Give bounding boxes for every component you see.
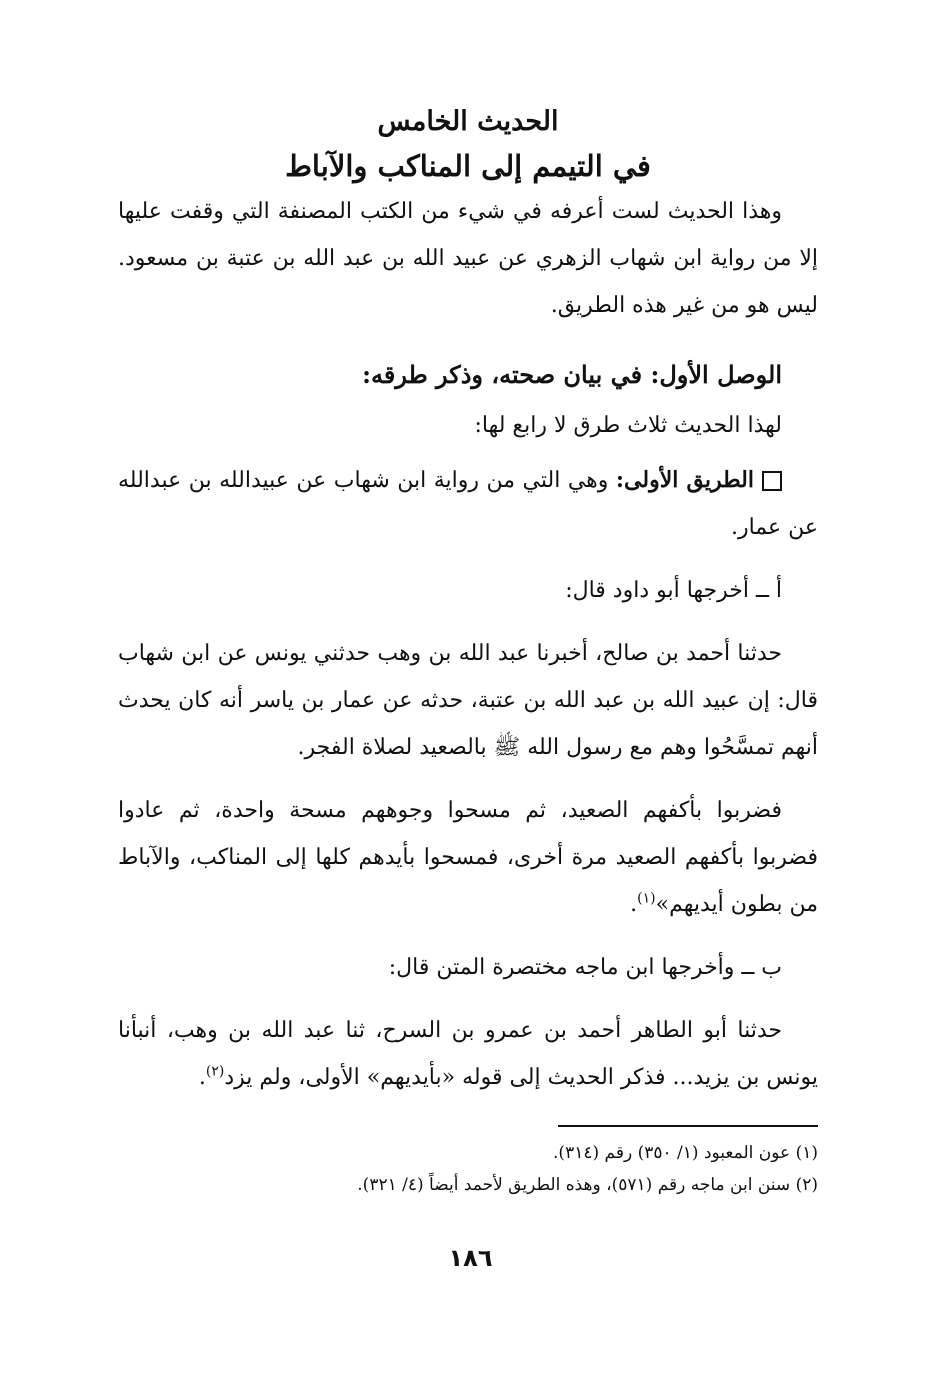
- intro-paragraph: وهذا الحديث لست أعرفه في شيء من الكتب المصنفة التي وقفت عليها إلا من رواية ابن شهاب الزهري عن عبيد الله بن عبد الله بن عتبة بن مسعود. ليس هو من غير هذه الطريق.: [118, 199, 818, 318]
- narration-2: [118, 787, 818, 928]
- narration-1: حدثنا أحمد بن صالح، أخبرنا عبد الله بن وهب حدثني يونس عن ابن شهاب قال: إن عبيد الله بن عبد الله بن عتبة، حدثه عن عمار بن ياسر أنه كان يحدث أنهم تمسَّحُوا وهم مع رسول الله ﷺ بالصعيد لصلاة الفجر.: [118, 641, 818, 760]
- narration-3: [118, 1007, 818, 1101]
- narration-3-text: حدثنا أبو الطاهر أحمد بن عمرو بن السرح، ثنا عبد الله بن وهب، أنبأنا يونس بن يزيد... فذكر الحديث إلى قوله «بأيديهم» الأولى، ولم يزد: [118, 1018, 818, 1090]
- footnote-divider: [558, 1125, 818, 1127]
- square-bullet-icon: [762, 471, 782, 491]
- item-a: أ ــ أخرجها أبو داود قال:: [565, 578, 782, 603]
- narration-2-end: .: [630, 892, 638, 917]
- page-body: [118, 100, 818, 1201]
- paths-intro: لهذا الحديث ثلاث طرق لا رابع لها:: [474, 413, 782, 438]
- page-number: ١٨٦: [448, 1244, 493, 1272]
- footnote-2: (٢) سنن ابن ماجه رقم (٥٧١)، وهذه الطريق لأحمد أيضاً (٤/ ٣٢١).: [357, 1175, 818, 1195]
- first-path-label: الطريق الأولى:: [615, 467, 755, 493]
- item-b: ب ــ وأخرجها ابن ماجه مختصرة المتن قال:: [388, 955, 782, 980]
- narration-3-end: .: [198, 1065, 206, 1090]
- footnote-ref-2: (٢): [205, 1063, 225, 1080]
- section-heading: الوصل الأول: في بيان صحته، وذكر طرقه:: [362, 360, 782, 389]
- first-path-paragraph: [118, 457, 818, 551]
- footnote-ref-1: (١): [637, 890, 656, 907]
- first-path-text: وهي التي من رواية ابن شهاب عن عبيدالله بن عبدالله عن عمار.: [118, 468, 818, 540]
- narration-2-text: فضربوا بأكفهم الصعيد، ثم مسحوا وجوههم مسحة واحدة، ثم عادوا فضربوا بأكفهم الصعيد مرة أخرى، فمسحوا بأيدهم كلها إلى المناكب، والآباط من بطون أيديهم»: [118, 798, 818, 917]
- footnote-1: (١) عون المعبود (١/ ٣٥٠) رقم (٣١٤).: [553, 1143, 818, 1163]
- chapter-subtitle: في التيمم إلى المناكب والآباط: [285, 149, 651, 183]
- chapter-title: الحديث الخامس: [377, 106, 559, 137]
